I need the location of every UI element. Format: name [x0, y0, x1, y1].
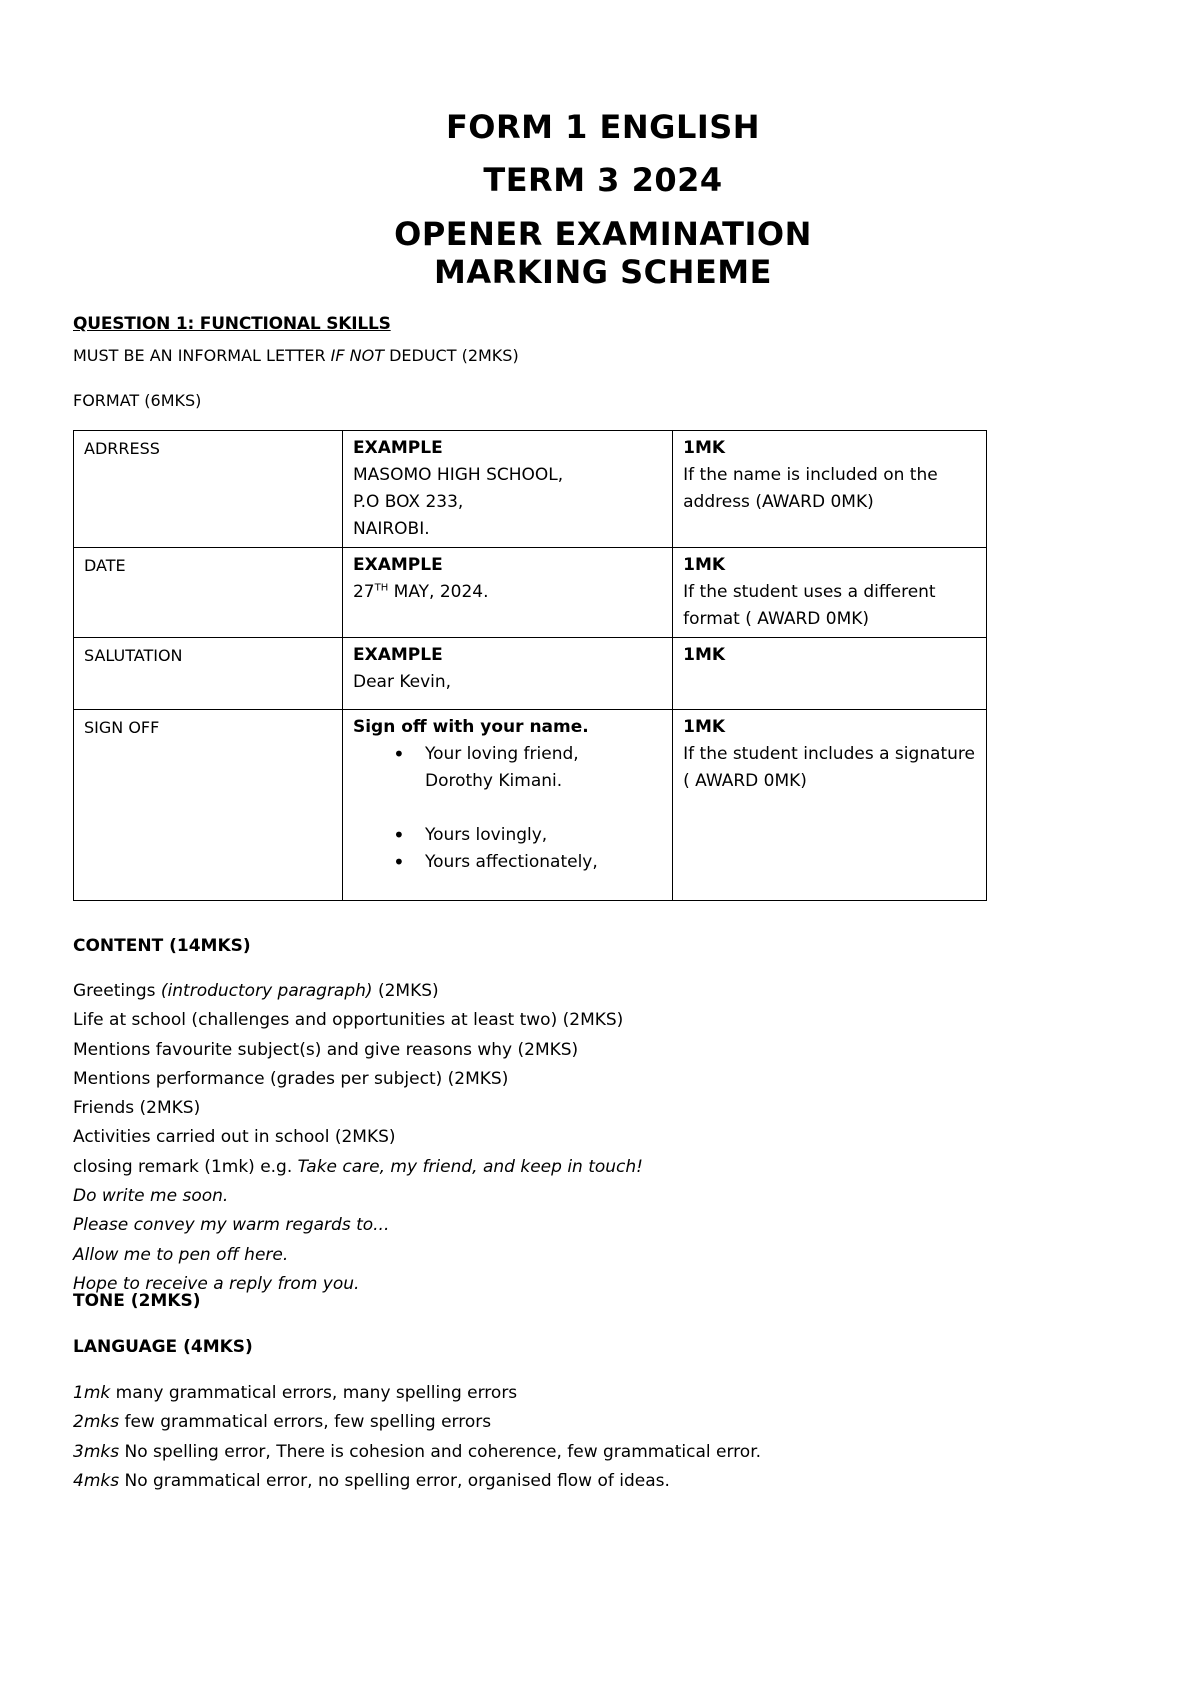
date-day: 27 — [352, 582, 375, 602]
marks-value: 1MK — [683, 717, 726, 737]
table-row — [74, 431, 987, 548]
row-marks — [673, 548, 987, 638]
bullet-text: Your loving friend, — [424, 744, 579, 764]
list-item: Friends (2MKS) — [73, 1098, 201, 1119]
level-desc: No grammatical error, no spelling error, organised flow of ideas. — [119, 1470, 670, 1491]
list-item — [73, 1211, 643, 1240]
marks-value: 1MK — [683, 438, 726, 458]
list-item — [73, 977, 643, 1006]
row-label: SALUTATION — [74, 638, 343, 710]
level-mark: 2mks — [73, 1412, 120, 1433]
row-example — [342, 638, 672, 710]
list-item: Life at school (challenges and opportunities at least two) (2MKS) — [73, 1010, 624, 1031]
table-row — [74, 710, 987, 901]
marks-value: 1MK — [683, 645, 726, 665]
example-title: EXAMPLE — [352, 645, 443, 665]
level-desc: No spelling error, There is cohesion and coherence, few grammatical error. — [119, 1441, 762, 1462]
signoff-bullets — [353, 822, 662, 876]
marks-note: If the name is included on the address (AWARD 0MK) — [683, 465, 938, 512]
spacer — [353, 795, 662, 822]
level-mark: 4mks — [73, 1470, 120, 1491]
row-example — [342, 710, 672, 901]
list-item — [73, 1241, 643, 1270]
list-item — [73, 1438, 761, 1467]
list-item — [73, 1467, 761, 1496]
row-example — [342, 548, 672, 638]
row-marks — [673, 710, 987, 901]
format-table — [73, 430, 987, 901]
closing-example: Do write me soon. — [73, 1186, 229, 1207]
example-line: P.O BOX 233, — [352, 492, 464, 512]
content-list — [73, 977, 643, 1299]
content-heading: CONTENT (14MKS) — [73, 936, 251, 956]
title-exam-line: OPENER EXAMINATION — [394, 215, 812, 253]
closing-prefix: closing remark (1mk) e.g. — [73, 1156, 298, 1177]
list-item: Mentions favourite subject(s) and give reasons why (2MKS) — [73, 1039, 579, 1060]
list-item: Mentions performance (grades per subject) (2MKS) — [73, 1068, 509, 1089]
language-list — [73, 1379, 761, 1496]
row-label: SIGN OFF — [74, 710, 343, 901]
title-form: FORM 1 ENGLISH — [445, 108, 761, 146]
list-item — [353, 741, 662, 795]
title-scheme-line: MARKING SCHEME — [433, 253, 772, 291]
level-mark: 1mk — [73, 1383, 111, 1403]
closing-example: Take care, my friend, and keep in touch! — [297, 1156, 643, 1177]
list-item — [73, 1408, 761, 1437]
marks-value: 1MK — [683, 555, 726, 575]
list-item: • Yours lovingly, — [353, 822, 662, 849]
title-term: TERM 3 2024 — [483, 161, 723, 199]
example-title: Sign off with your name. — [352, 717, 589, 737]
closing-example: Allow me to pen off here. — [73, 1244, 289, 1265]
level-mark: 3mks — [73, 1441, 120, 1462]
date-suffix: TH — [374, 582, 389, 594]
rule-prefix: MUST BE AN INFORMAL LETTER — [73, 346, 331, 365]
list-item — [73, 1379, 761, 1408]
level-desc: few grammatical errors, few spelling errors — [119, 1412, 492, 1433]
table-row — [74, 548, 987, 638]
level-desc: many grammatical errors, many spelling errors — [110, 1383, 518, 1403]
greetings-italic: (introductory paragraph) — [160, 981, 373, 1001]
list-item — [73, 1182, 643, 1211]
signoff-bullets — [353, 741, 662, 795]
bullet-text: Dorothy Kimani. — [424, 771, 563, 791]
greetings-prefix: Greetings — [73, 981, 161, 1001]
title-exam — [73, 215, 1133, 291]
row-label: ADRRESS — [74, 431, 343, 548]
list-item: • Yours affectionately, — [353, 849, 662, 876]
date-rest: MAY, 2024. — [388, 582, 489, 602]
marks-note: If the student uses a different format ( AWARD 0MK) — [683, 582, 936, 629]
format-label: FORMAT (6MKS) — [73, 391, 202, 410]
row-marks — [673, 431, 987, 548]
table-row — [74, 638, 987, 710]
row-marks — [673, 638, 987, 710]
marks-note: If the student includes a signature ( AWARD 0MK) — [683, 744, 975, 791]
row-example — [342, 431, 672, 548]
example-title: EXAMPLE — [352, 438, 443, 458]
closing-example: Please convey my warm regards to... — [73, 1215, 390, 1236]
tone-heading: TONE (2MKS) — [73, 1291, 201, 1311]
example-title: EXAMPLE — [352, 555, 443, 575]
example-line: Dear Kevin, — [352, 672, 452, 692]
rule-suffix: DEDUCT (2MKS) — [384, 346, 519, 365]
informal-letter-rule — [73, 344, 519, 368]
example-line: MASOMO HIGH SCHOOL, — [352, 465, 564, 485]
closing-example: Hope to receive a reply from you. — [73, 1273, 360, 1294]
language-heading: LANGUAGE (4MKS) — [73, 1337, 253, 1357]
question-heading: QUESTION 1: FUNCTIONAL SKILLS — [73, 314, 391, 334]
greetings-suffix: (2MKS) — [372, 981, 439, 1001]
example-date — [353, 579, 662, 606]
list-item — [73, 1153, 643, 1182]
example-line: NAIROBI. — [352, 519, 430, 539]
row-label: DATE — [74, 548, 343, 638]
rule-italic: IF NOT — [330, 346, 384, 365]
list-item: Activities carried out in school (2MKS) — [73, 1127, 396, 1148]
